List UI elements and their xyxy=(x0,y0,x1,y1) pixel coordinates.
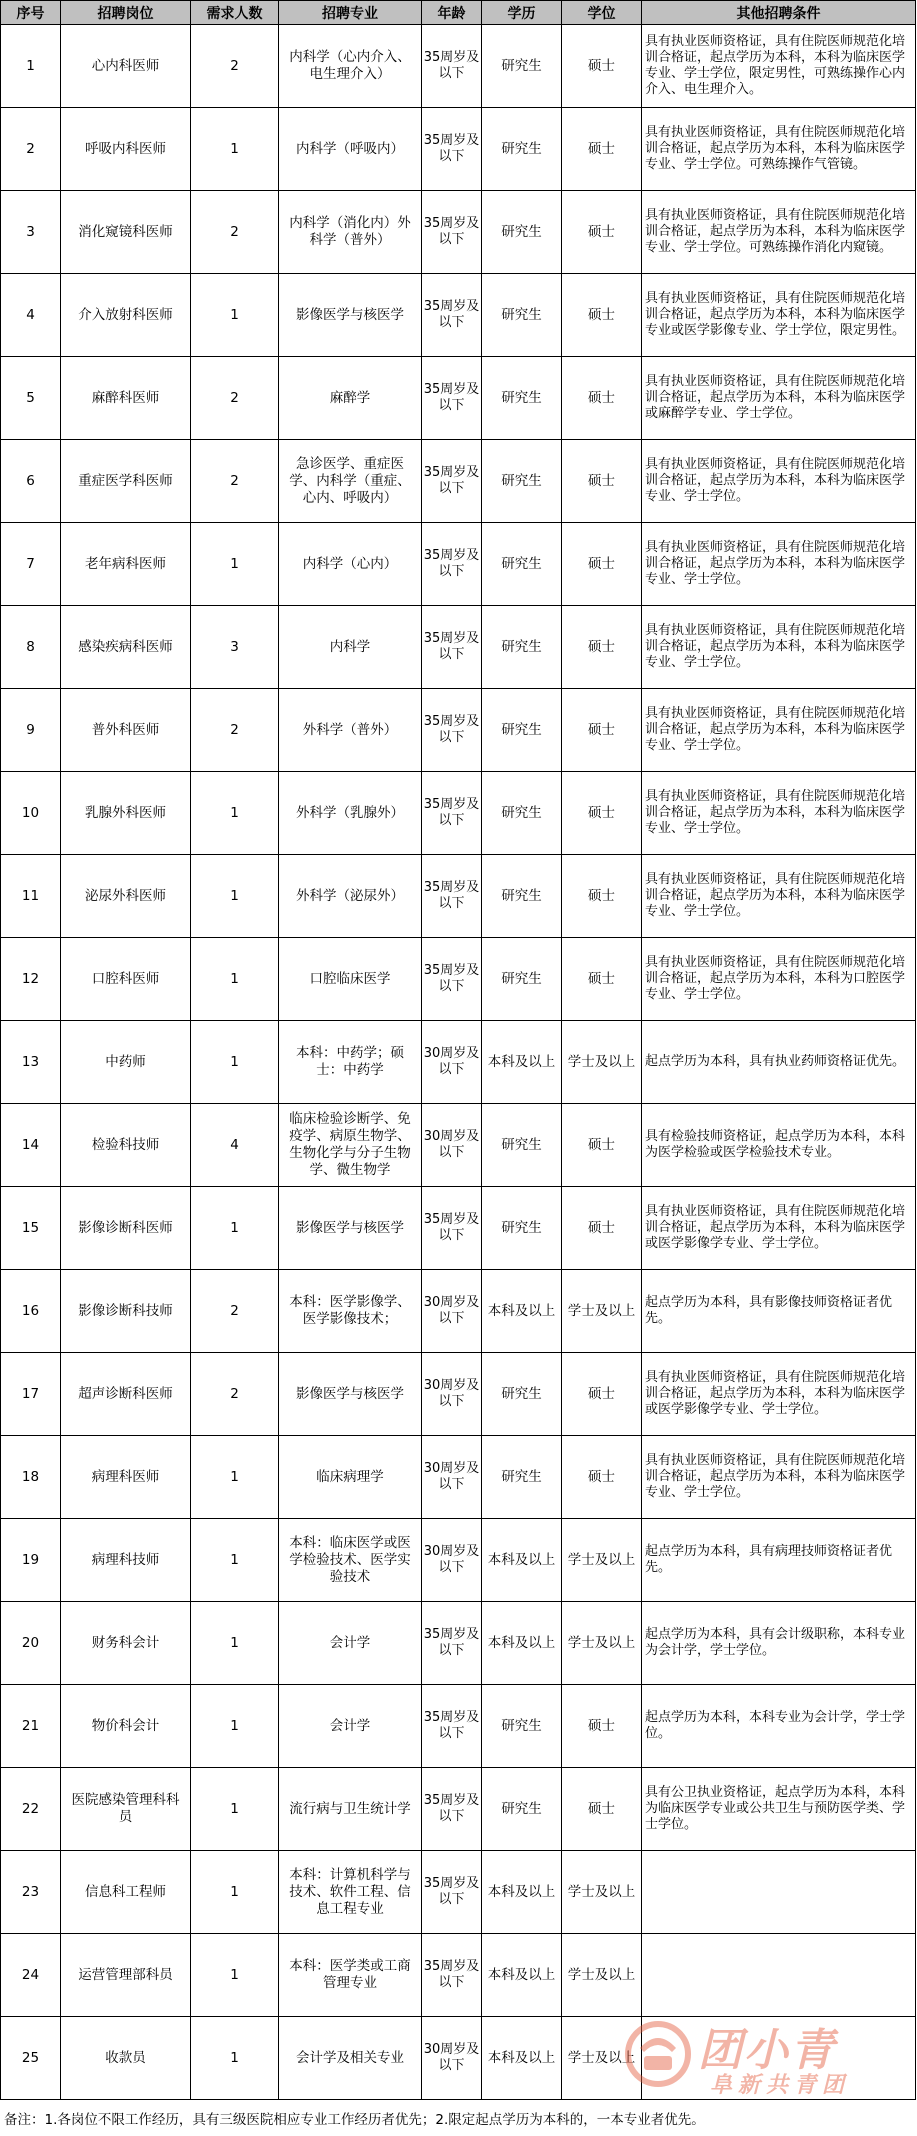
cell-other-conditions: 具有执业医师资格证，具有住院医师规范化培训合格证，起点学历为本科，本科为临床医学或麻醉学专业、学士学位。 xyxy=(642,357,916,440)
cell-age: 35周岁及以下 xyxy=(422,606,482,689)
cell-other-conditions: 具有执业医师资格证，具有住院医师规范化培训合格证，起点学历为本科，本科为临床医学或医学影像学专业、学士学位。 xyxy=(642,1353,916,1436)
cell-other-conditions: 起点学历为本科，具有病理技师资格证者优先。 xyxy=(642,1519,916,1602)
cell-count: 2 xyxy=(191,25,279,108)
cell-education: 研究生 xyxy=(482,1685,562,1768)
cell-index: 8 xyxy=(1,606,61,689)
cell-position: 财务科会计 xyxy=(61,1602,191,1685)
table-row xyxy=(1,191,916,274)
cell-degree: 硕士 xyxy=(562,689,642,772)
cell-other-conditions: 具有执业医师资格证，具有住院医师规范化培训合格证，起点学历为本科，本科为临床医学专业、学士学位。可熟练操作气管镜。 xyxy=(642,108,916,191)
cell-age: 35周岁及以下 xyxy=(422,1685,482,1768)
cell-position: 感染疾病科医师 xyxy=(61,606,191,689)
cell-count: 1 xyxy=(191,938,279,1021)
cell-position: 医院感染管理科科员 xyxy=(61,1768,191,1851)
cell-major: 会计学 xyxy=(279,1685,422,1768)
cell-position: 乳腺外科医师 xyxy=(61,772,191,855)
cell-degree: 学士及以上 xyxy=(562,1270,642,1353)
cell-age: 35周岁及以下 xyxy=(422,191,482,274)
cell-index: 18 xyxy=(1,1436,61,1519)
cell-age: 30周岁及以下 xyxy=(422,1270,482,1353)
cell-position: 心内科医师 xyxy=(61,25,191,108)
cell-index: 13 xyxy=(1,1021,61,1104)
cell-count: 1 xyxy=(191,1187,279,1270)
cell-education: 研究生 xyxy=(482,938,562,1021)
cell-education: 本科及以上 xyxy=(482,1851,562,1934)
cell-age: 35周岁及以下 xyxy=(422,1934,482,2017)
cell-degree: 硕士 xyxy=(562,855,642,938)
cell-other-conditions: 起点学历为本科，具有影像技师资格证者优先。 xyxy=(642,1270,916,1353)
cell-age: 30周岁及以下 xyxy=(422,1104,482,1187)
cell-degree: 硕士 xyxy=(562,523,642,606)
cell-index: 25 xyxy=(1,2017,61,2100)
cell-degree: 硕士 xyxy=(562,938,642,1021)
header-degree: 学位 xyxy=(562,1,642,25)
cell-index: 21 xyxy=(1,1685,61,1768)
cell-count: 1 xyxy=(191,1519,279,1602)
cell-major: 临床检验诊断学、免疫学、病原生物学、生物化学与分子生物学、微生物学 xyxy=(279,1104,422,1187)
table-row xyxy=(1,108,916,191)
cell-major: 口腔临床医学 xyxy=(279,938,422,1021)
cell-index: 7 xyxy=(1,523,61,606)
cell-position: 呼吸内科医师 xyxy=(61,108,191,191)
cell-age: 35周岁及以下 xyxy=(422,772,482,855)
cell-count: 1 xyxy=(191,1602,279,1685)
cell-position: 老年病科医师 xyxy=(61,523,191,606)
cell-major: 本科：计算机科学与技术、软件工程、信息工程专业 xyxy=(279,1851,422,1934)
cell-age: 35周岁及以下 xyxy=(422,1768,482,1851)
cell-count: 2 xyxy=(191,689,279,772)
cell-degree: 学士及以上 xyxy=(562,1519,642,1602)
header-index: 序号 xyxy=(1,1,61,25)
cell-age: 35周岁及以下 xyxy=(422,1187,482,1270)
cell-education: 研究生 xyxy=(482,1187,562,1270)
table-row xyxy=(1,1104,916,1187)
cell-count: 4 xyxy=(191,1104,279,1187)
cell-other-conditions xyxy=(642,1851,916,1934)
cell-other-conditions: 起点学历为本科，本科专业为会计学，学士学位。 xyxy=(642,1685,916,1768)
cell-education: 本科及以上 xyxy=(482,2017,562,2100)
cell-position: 麻醉科医师 xyxy=(61,357,191,440)
cell-education: 研究生 xyxy=(482,108,562,191)
cell-other-conditions: 具有执业医师资格证，具有住院医师规范化培训合格证，起点学历为本科，本科为临床医学专业、学士学位。 xyxy=(642,440,916,523)
cell-position: 泌尿外科医师 xyxy=(61,855,191,938)
cell-count: 1 xyxy=(191,1021,279,1104)
cell-degree: 学士及以上 xyxy=(562,1851,642,1934)
cell-age: 35周岁及以下 xyxy=(422,25,482,108)
cell-age: 35周岁及以下 xyxy=(422,523,482,606)
cell-index: 2 xyxy=(1,108,61,191)
table-row xyxy=(1,1934,916,2017)
cell-index: 5 xyxy=(1,357,61,440)
cell-education: 研究生 xyxy=(482,523,562,606)
cell-count: 3 xyxy=(191,606,279,689)
cell-age: 35周岁及以下 xyxy=(422,938,482,1021)
cell-age: 35周岁及以下 xyxy=(422,1851,482,1934)
cell-major: 内科学（消化内）外科学（普外） xyxy=(279,191,422,274)
cell-count: 1 xyxy=(191,274,279,357)
cell-position: 运营管理部科员 xyxy=(61,1934,191,2017)
cell-education: 研究生 xyxy=(482,1104,562,1187)
table-row xyxy=(1,1187,916,1270)
cell-index: 9 xyxy=(1,689,61,772)
cell-position: 口腔科医师 xyxy=(61,938,191,1021)
cell-major: 本科：临床医学或医学检验技术、医学实验技术 xyxy=(279,1519,422,1602)
cell-major: 临床病理学 xyxy=(279,1436,422,1519)
table-row xyxy=(1,689,916,772)
cell-other-conditions: 具有执业医师资格证，具有住院医师规范化培训合格证，起点学历为本科，本科为临床医学专业、学士学位。 xyxy=(642,855,916,938)
cell-degree: 硕士 xyxy=(562,108,642,191)
cell-count: 2 xyxy=(191,191,279,274)
cell-major: 内科学（心内） xyxy=(279,523,422,606)
cell-position: 消化窥镜科医师 xyxy=(61,191,191,274)
cell-education: 研究生 xyxy=(482,606,562,689)
cell-degree: 硕士 xyxy=(562,1187,642,1270)
cell-index: 19 xyxy=(1,1519,61,1602)
cell-other-conditions: 具有执业医师资格证，具有住院医师规范化培训合格证，起点学历为本科，本科为临床医学专业、学士学位。 xyxy=(642,772,916,855)
table-row xyxy=(1,440,916,523)
cell-education: 研究生 xyxy=(482,689,562,772)
cell-degree: 硕士 xyxy=(562,1768,642,1851)
table-row xyxy=(1,274,916,357)
cell-count: 1 xyxy=(191,523,279,606)
cell-count: 1 xyxy=(191,855,279,938)
cell-position: 信息科工程师 xyxy=(61,1851,191,1934)
cell-major: 本科：医学类或工商管理专业 xyxy=(279,1934,422,2017)
table-body xyxy=(1,25,916,2100)
cell-position: 普外科医师 xyxy=(61,689,191,772)
cell-age: 30周岁及以下 xyxy=(422,1519,482,1602)
cell-position: 影像诊断科医师 xyxy=(61,1187,191,1270)
cell-education: 研究生 xyxy=(482,274,562,357)
table-row xyxy=(1,855,916,938)
cell-index: 11 xyxy=(1,855,61,938)
cell-education: 研究生 xyxy=(482,1353,562,1436)
table-row xyxy=(1,1851,916,1934)
table-row xyxy=(1,25,916,108)
cell-other-conditions: 具有执业医师资格证，具有住院医师规范化培训合格证，起点学历为本科，本科为临床医学专业、学士学位。 xyxy=(642,523,916,606)
watermark-main-text: 团小青 xyxy=(698,2025,836,2076)
cell-index: 6 xyxy=(1,440,61,523)
cell-age: 35周岁及以下 xyxy=(422,440,482,523)
cell-other-conditions: 具有执业医师资格证，具有住院医师规范化培训合格证，起点学历为本科，本科为临床医学专业、学士学位。可熟练操作消化内窥镜。 xyxy=(642,191,916,274)
cell-age: 30周岁及以下 xyxy=(422,1436,482,1519)
cell-degree: 硕士 xyxy=(562,440,642,523)
cell-education: 本科及以上 xyxy=(482,1519,562,1602)
cell-degree: 硕士 xyxy=(562,1353,642,1436)
cell-other-conditions xyxy=(642,1934,916,2017)
cell-other-conditions: 起点学历为本科，具有会计级职称，本科专业为会计学，学士学位。 xyxy=(642,1602,916,1685)
cell-count: 1 xyxy=(191,108,279,191)
cell-age: 30周岁及以下 xyxy=(422,1021,482,1104)
cell-position: 介入放射科医师 xyxy=(61,274,191,357)
cell-position: 重症医学科医师 xyxy=(61,440,191,523)
cell-count: 2 xyxy=(191,1270,279,1353)
cell-index: 24 xyxy=(1,1934,61,2017)
youth-league-logo-icon xyxy=(622,2018,694,2090)
cell-age: 35周岁及以下 xyxy=(422,274,482,357)
watermark-sub-text: 阜新共青团 xyxy=(710,2073,851,2098)
cell-count: 1 xyxy=(191,1851,279,1934)
cell-age: 35周岁及以下 xyxy=(422,357,482,440)
header-other-conditions: 其他招聘条件 xyxy=(642,1,916,25)
cell-degree: 学士及以上 xyxy=(562,1934,642,2017)
cell-degree: 硕士 xyxy=(562,274,642,357)
cell-major: 内科学 xyxy=(279,606,422,689)
cell-position: 收款员 xyxy=(61,2017,191,2100)
cell-degree: 硕士 xyxy=(562,1436,642,1519)
table-row xyxy=(1,938,916,1021)
cell-degree: 硕士 xyxy=(562,191,642,274)
table-row xyxy=(1,1436,916,1519)
header-count: 需求人数 xyxy=(191,1,279,25)
cell-age: 35周岁及以下 xyxy=(422,689,482,772)
cell-education: 本科及以上 xyxy=(482,1602,562,1685)
cell-degree: 硕士 xyxy=(562,1685,642,1768)
cell-major: 影像医学与核医学 xyxy=(279,1353,422,1436)
cell-position: 影像诊断科技师 xyxy=(61,1270,191,1353)
cell-count: 1 xyxy=(191,1685,279,1768)
cell-index: 22 xyxy=(1,1768,61,1851)
cell-count: 2 xyxy=(191,1353,279,1436)
cell-major: 外科学（泌尿外） xyxy=(279,855,422,938)
cell-major: 内科学（呼吸内） xyxy=(279,108,422,191)
cell-count: 2 xyxy=(191,357,279,440)
cell-degree: 硕士 xyxy=(562,357,642,440)
cell-position: 中药师 xyxy=(61,1021,191,1104)
cell-age: 35周岁及以下 xyxy=(422,108,482,191)
cell-count: 1 xyxy=(191,2017,279,2100)
header-education: 学历 xyxy=(482,1,562,25)
header-position: 招聘岗位 xyxy=(61,1,191,25)
cell-index: 23 xyxy=(1,1851,61,1934)
cell-major: 外科学（乳腺外） xyxy=(279,772,422,855)
cell-age: 35周岁及以下 xyxy=(422,855,482,938)
cell-position: 病理科医师 xyxy=(61,1436,191,1519)
cell-degree: 硕士 xyxy=(562,772,642,855)
cell-education: 研究生 xyxy=(482,772,562,855)
cell-education: 研究生 xyxy=(482,440,562,523)
table-row xyxy=(1,1353,916,1436)
cell-index: 20 xyxy=(1,1602,61,1685)
cell-other-conditions: 起点学历为本科，具有执业药师资格证优先。 xyxy=(642,1021,916,1104)
table-row xyxy=(1,772,916,855)
cell-major: 麻醉学 xyxy=(279,357,422,440)
header-row xyxy=(1,1,916,25)
cell-index: 10 xyxy=(1,772,61,855)
cell-education: 研究生 xyxy=(482,25,562,108)
cell-education: 本科及以上 xyxy=(482,1934,562,2017)
cell-education: 研究生 xyxy=(482,1436,562,1519)
cell-count: 1 xyxy=(191,772,279,855)
table-row xyxy=(1,1685,916,1768)
cell-age: 30周岁及以下 xyxy=(422,1353,482,1436)
cell-other-conditions: 具有执业医师资格证，具有住院医师规范化培训合格证，起点学历为本科，本科为临床医学专业或医学影像专业、学士学位，限定男性。 xyxy=(642,274,916,357)
cell-other-conditions: 具有检验技师资格证，起点学历为本科，本科为医学检验或医学检验技术专业。 xyxy=(642,1104,916,1187)
footnote: 备注：1.各岗位不限工作经历，具有三级医院相应专业工作经历者优先；2.限定起点学历为本科的，一本专业者优先。 xyxy=(4,2112,705,2128)
table-row xyxy=(1,357,916,440)
cell-other-conditions: 具有执业医师资格证，具有住院医师规范化培训合格证，起点学历为本科，本科为临床医学专业、学士学位，限定男性，可熟练操作心内介入、电生理介入。 xyxy=(642,25,916,108)
cell-degree: 学士及以上 xyxy=(562,2017,642,2100)
table-row xyxy=(1,1519,916,1602)
cell-index: 4 xyxy=(1,274,61,357)
cell-position: 病理科技师 xyxy=(61,1519,191,1602)
cell-other-conditions: 具有执业医师资格证，具有住院医师规范化培训合格证，起点学历为本科，本科为临床医学专业、学士学位。 xyxy=(642,606,916,689)
cell-age: 30周岁及以下 xyxy=(422,2017,482,2100)
cell-major: 本科：医学影像学、医学影像技术； xyxy=(279,1270,422,1353)
cell-other-conditions: 具有执业医师资格证，具有住院医师规范化培训合格证，起点学历为本科，本科为临床医学专业、学士学位。 xyxy=(642,1436,916,1519)
cell-major: 本科：中药学；硕士：中药学 xyxy=(279,1021,422,1104)
cell-index: 16 xyxy=(1,1270,61,1353)
cell-count: 1 xyxy=(191,1934,279,2017)
cell-education: 本科及以上 xyxy=(482,1021,562,1104)
cell-major: 影像医学与核医学 xyxy=(279,1187,422,1270)
cell-degree: 学士及以上 xyxy=(562,1602,642,1685)
table-row xyxy=(1,1021,916,1104)
cell-major: 会计学及相关专业 xyxy=(279,2017,422,2100)
cell-index: 17 xyxy=(1,1353,61,1436)
cell-position: 检验科技师 xyxy=(61,1104,191,1187)
table-row xyxy=(1,1270,916,1353)
cell-education: 研究生 xyxy=(482,1768,562,1851)
cell-other-conditions: 具有执业医师资格证，具有住院医师规范化培训合格证，起点学历为本科，本科为临床医学专业、学士学位。 xyxy=(642,689,916,772)
cell-position: 超声诊断科医师 xyxy=(61,1353,191,1436)
table-row xyxy=(1,1602,916,1685)
cell-education: 研究生 xyxy=(482,357,562,440)
cell-index: 1 xyxy=(1,25,61,108)
header-age: 年龄 xyxy=(422,1,482,25)
cell-major: 影像医学与核医学 xyxy=(279,274,422,357)
cell-index: 15 xyxy=(1,1187,61,1270)
cell-education: 研究生 xyxy=(482,855,562,938)
cell-count: 2 xyxy=(191,440,279,523)
cell-degree: 学士及以上 xyxy=(562,1021,642,1104)
cell-major: 会计学 xyxy=(279,1602,422,1685)
table-row xyxy=(1,1768,916,1851)
table-row xyxy=(1,523,916,606)
cell-other-conditions: 具有执业医师资格证，具有住院医师规范化培训合格证，起点学历为本科，本科为口腔医学专业、学士学位。 xyxy=(642,938,916,1021)
cell-major: 急诊医学、重症医学、内科学（重症、心内、呼吸内） xyxy=(279,440,422,523)
cell-age: 35周岁及以下 xyxy=(422,1602,482,1685)
cell-degree: 硕士 xyxy=(562,1104,642,1187)
watermark xyxy=(618,2014,917,2096)
cell-count: 1 xyxy=(191,1768,279,1851)
cell-other-conditions: 具有执业医师资格证，具有住院医师规范化培训合格证，起点学历为本科，本科为临床医学或医学影像学专业、学士学位。 xyxy=(642,1187,916,1270)
cell-education: 研究生 xyxy=(482,191,562,274)
cell-index: 3 xyxy=(1,191,61,274)
cell-major: 外科学（普外） xyxy=(279,689,422,772)
cell-position: 物价科会计 xyxy=(61,1685,191,1768)
cell-education: 本科及以上 xyxy=(482,1270,562,1353)
header-major: 招聘专业 xyxy=(279,1,422,25)
cell-other-conditions: 具有公卫执业资格证，起点学历为本科，本科为临床医学专业或公共卫生与预防医学类、学士学位。 xyxy=(642,1768,916,1851)
cell-index: 14 xyxy=(1,1104,61,1187)
cell-major: 内科学（心内介入、电生理介入） xyxy=(279,25,422,108)
cell-degree: 硕士 xyxy=(562,606,642,689)
cell-degree: 硕士 xyxy=(562,25,642,108)
cell-major: 流行病与卫生统计学 xyxy=(279,1768,422,1851)
cell-count: 1 xyxy=(191,1436,279,1519)
table-row xyxy=(1,606,916,689)
cell-index: 12 xyxy=(1,938,61,1021)
